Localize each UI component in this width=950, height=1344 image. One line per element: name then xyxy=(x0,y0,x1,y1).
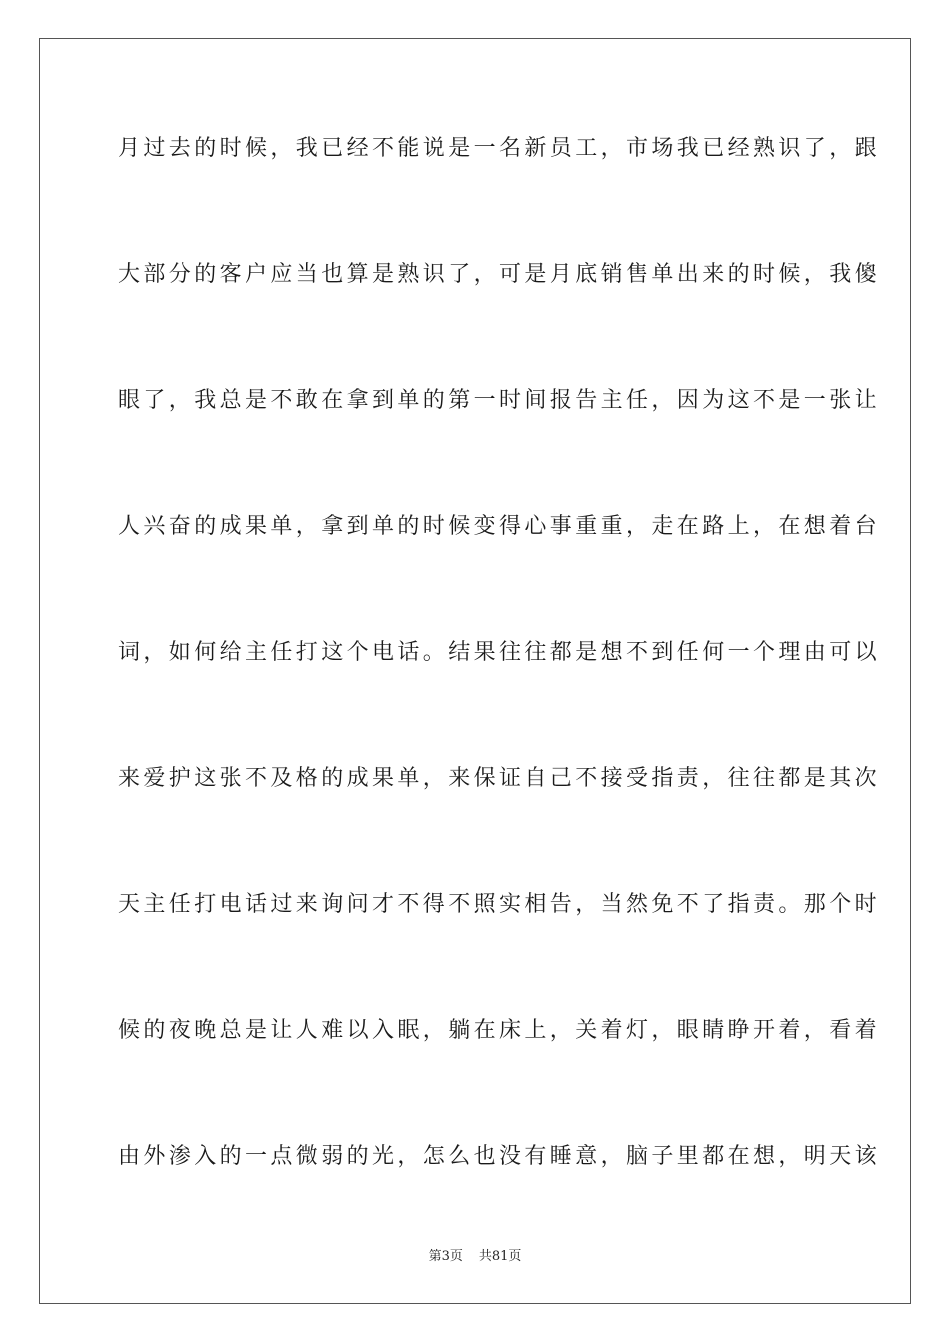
text-line: 候的夜晚总是让人难以入眠，躺在床上，关着灯，眼睛睁开着，看着 xyxy=(118,1018,881,1043)
total-pages: 共81页 xyxy=(478,1249,522,1264)
text-line: 来爱护这张不及格的成果单，来保证自己不接受指责，往往都是其次 xyxy=(118,766,881,791)
text-line: 月过去的时候，我已经不能说是一名新员工，市场我已经熟识了，跟 xyxy=(118,136,881,161)
page-footer xyxy=(0,1248,950,1266)
document-body xyxy=(118,128,881,1260)
text-line: 人兴奋的成果单，拿到单的时候变得心事重重，走在路上，在想着台 xyxy=(118,514,881,539)
page-number: 第3页 xyxy=(428,1249,463,1264)
text-line: 眼了，我总是不敢在拿到单的第一时间报告主任，因为这不是一张让 xyxy=(118,388,881,413)
text-line: 天主任打电话过来询问才不得不照实相告，当然免不了指责。那个时 xyxy=(118,892,881,917)
text-line: 由外渗入的一点微弱的光，怎么也没有睡意，脑子里都在想，明天该 xyxy=(118,1144,881,1169)
text-line: 大部分的客户应当也算是熟识了，可是月底销售单出来的时候，我傻 xyxy=(118,262,881,287)
text-line: 词，如何给主任打这个电话。结果往往都是想不到任何一个理由可以 xyxy=(118,640,881,665)
